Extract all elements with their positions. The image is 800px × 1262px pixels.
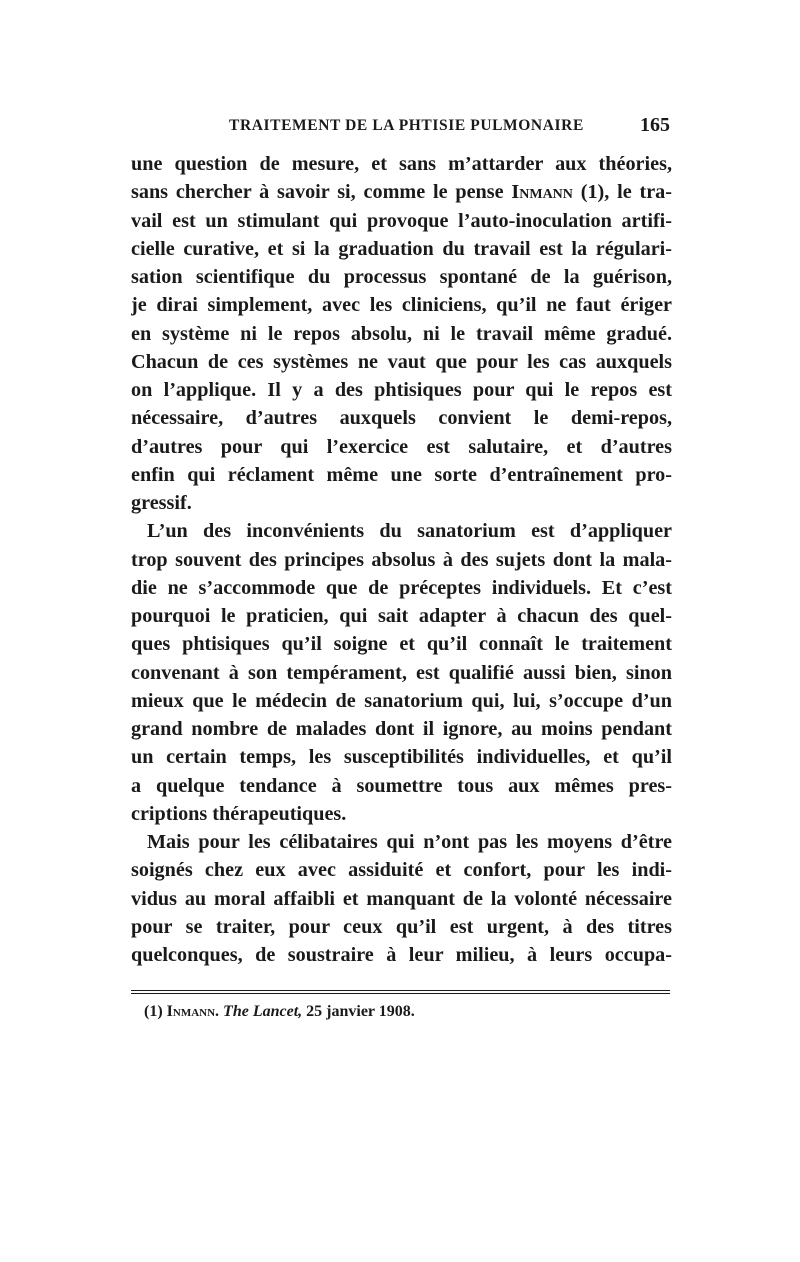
text-line: sation scientifique du processus spontané de la guérison,: [131, 266, 672, 288]
text-line: pourquoi le praticien, qui sait adapter à chacun des quel-: [131, 605, 672, 627]
text-segment: (1), le tra-: [572, 181, 672, 204]
text-line: mieux que le médecin de sanatorium qui, lui, s’occupe d’un: [131, 689, 672, 712]
text-line: d’autres pour qui l’exercice est salutaire, et d’autres: [131, 435, 672, 458]
text-line: vidus au moral affaibli et manquant de la volonté nécessaire: [131, 887, 672, 910]
footnote-marker: (1): [144, 1003, 163, 1020]
footnote-divider: [131, 990, 670, 991]
paragraph-end-line: gressif.: [131, 492, 192, 514]
text-line: cielle curative, et si la graduation du travail est la régulari-: [131, 237, 672, 260]
text-line-with-citation: [131, 178, 672, 206]
footnote-date: 25 janvier 1908.: [306, 1003, 415, 1020]
footnote-author: Inmann.: [166, 1003, 220, 1020]
text-line: quelconques, de soustraire à leur milieu, à leurs occupa-: [131, 944, 672, 966]
text-line: a quelque tendance à soumettre tous aux mêmes pres-: [131, 774, 672, 797]
text-line: die ne s’accommode que de préceptes individuels. Et c’est: [131, 576, 672, 599]
body-text: [131, 150, 672, 969]
paragraph-start-line: Mais pour les célibataires qui n’ont pas les moyens d’être: [147, 831, 672, 853]
paragraph-end-line: criptions thérapeutiques.: [131, 802, 347, 825]
text-line: enfin qui réclament même une sorte d’entraînement pro-: [131, 463, 672, 486]
footnote-divider: [131, 993, 670, 994]
cited-author: Inmann: [511, 181, 573, 204]
text-line: vail est un stimulant qui provoque l’auto-inoculation artifi-: [131, 209, 672, 232]
text-line: ques phtisiques qu’il soigne et qu’il connaît le traitement: [131, 633, 672, 656]
page-number: 165: [640, 114, 670, 136]
text-line: convenant à son tempérament, est qualifié aussi bien, sinon: [131, 661, 672, 684]
footnote-journal: The Lancet,: [223, 1003, 303, 1020]
text-segment: sans chercher à savoir si, comme le pense: [131, 181, 512, 204]
text-line: une question de mesure, et sans m’attarder aux théories,: [131, 153, 672, 175]
text-line: Chacun de ces systèmes ne vaut que pour les cas auxquels: [131, 350, 672, 373]
text-line: soignés chez eux avec assiduité et confort, pour les indi-: [131, 859, 672, 882]
text-line: trop souvent des principes absolus à des sujets dont la mala-: [131, 548, 672, 571]
text-line: grand nombre de malades dont il ignore, au moins pendant: [131, 718, 672, 740]
text-line: un certain temps, les susceptibilités individuelles, et qu’il: [131, 746, 672, 769]
running-title: TRAITEMENT DE LA PHTISIE PULMONAIRE: [229, 117, 584, 134]
text-line: nécessaire, d’autres auxquels convient le demi-repos,: [131, 407, 672, 430]
running-header: [131, 114, 675, 141]
paragraph-start-line: L’un des inconvénients du sanatorium est d’appliquer: [147, 520, 672, 543]
text-line: en système ni le repos absolu, ni le travail même gradué.: [131, 322, 672, 345]
text-line: on l’applique. Il y a des phtisiques pour qui le repos est: [131, 379, 672, 401]
text-line: je dirai simplement, avec les cliniciens, qu’il ne faut ériger: [131, 294, 672, 317]
footnote: [144, 1003, 415, 1021]
text-line: pour se traiter, pour ceux qu’il est urgent, à des titres: [131, 915, 672, 938]
